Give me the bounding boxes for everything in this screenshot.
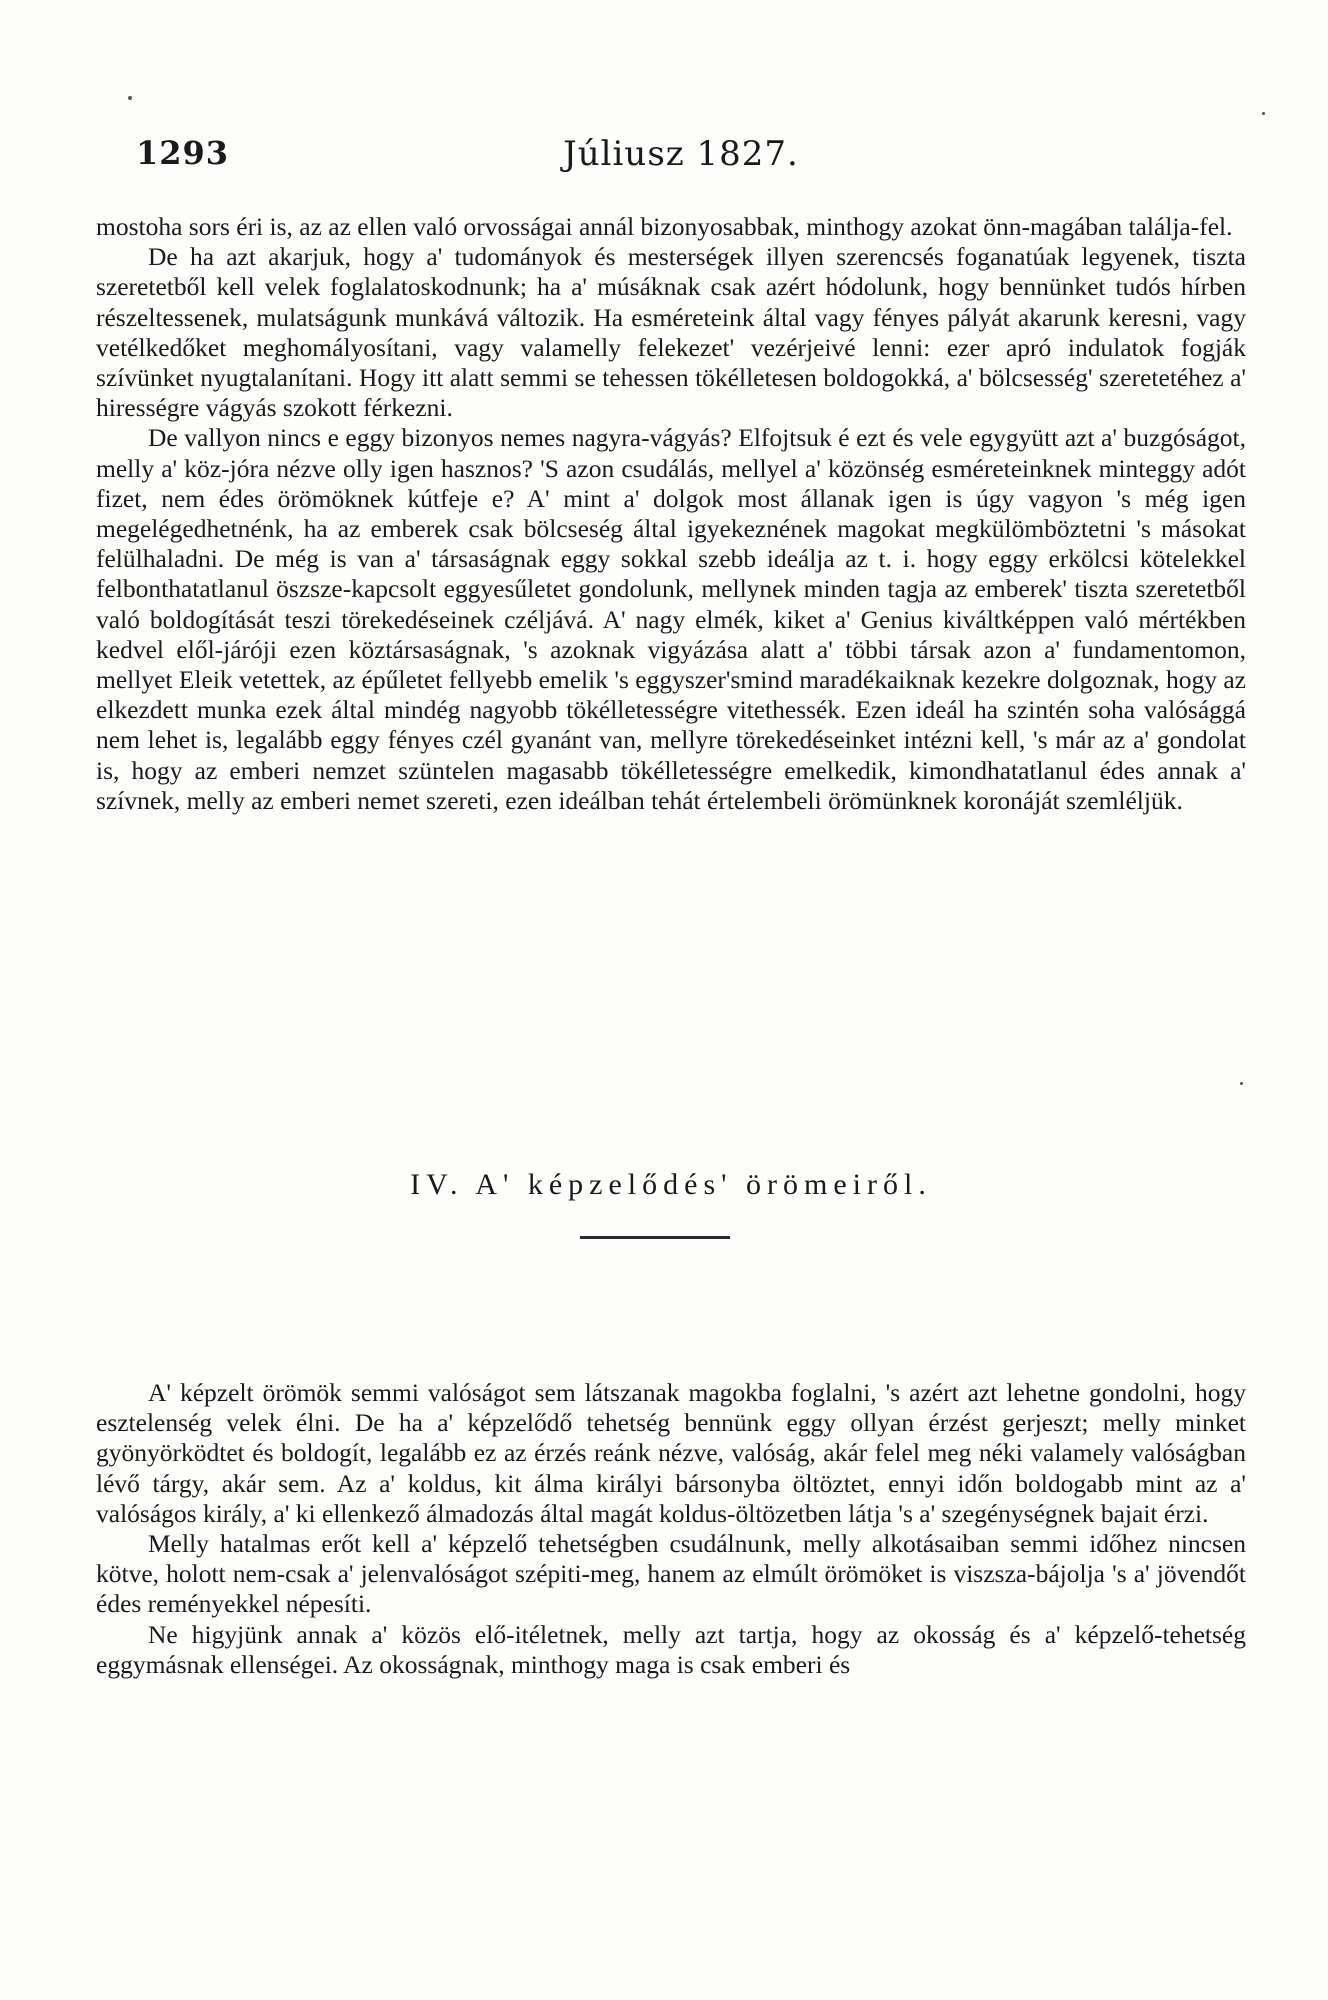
- paragraph: De vallyon nincs e eggy bizonyos nemes nagyra-vágyás? Elfojtsuk é ezt és vele egygyütt azt a' buzgóságot, melly a' köz-jóra nézve olly igen hasznos? 'S azon csudálás, mellyel a' közönség esméreteinknek minteggy adót fizet, nem édes örömöknek kútfeje e? A' mint a' dolgok most állanak igen is úgy vagyon 's még igen megelégedhetnénk, ha az emberek csak bölcseség által igyekeznének magokat megkülömböztetni 's másokat felülhaladni. De még is van a' társaságnak eggy sokkal szebb ideálja az t. i. hogy eggy erkölcsi kötelekkel felbonthatatlanul öszsze-kapcsolt eggyesűletet gondolunk, mellynek minden tagja az emberek' tiszta szeretetből való boldogítását teszi törekedéseinek czéljává. A' nagy elmék, kiket a' Genius kiváltképpen való mértékben kedvel elől-járóji ezen köztársaságnak, 's azoknak vigyázása alatt a' többi társak azon a' fundamentomon, mellyet Eleik vetettek, az épűletet fellyebb emelik 's eggyszer'smind maradékaiknak kezekre dolgoznak, hogy az elkezdett munka ezek által mindég nagyobb tökélletességre vitethessék. Ezen ideál ha szintén soha valósággá nem lehet is, legalább eggy fényes czél gyanánt van, mellyre törekedéseinket intézni kell, 's már az a' gondolat is, hogy az emberi nemzet szüntelen magasabb tökélletességre emelkedik, kimondhatatlanul édes annak a' szívnek, melly az emberi nemet szereti, ezen ideálban tehát értelembeli örömünknek koronáját szemléljük.: [96, 423, 1246, 815]
- text-block-top: [96, 212, 1246, 816]
- running-head: Júliusz 1827.: [563, 134, 799, 174]
- paragraph-continued: mostoha sors éri is, az az ellen való orvosságai annál bizonyosabbak, minthogy azokat önn-magában találja-fel.: [96, 212, 1233, 241]
- paragraph: Melly hatalmas erőt kell a' képzelő tehetségben csudálnunk, melly alkotásaiban semmi időhez nincsen kötve, holott nem-csak a' jelenvalóságot szépiti-meg, hanem az elmúlt örömöket is viszsza-bájolja 's a' jövendőt édes reményekkel népesíti.: [96, 1529, 1246, 1619]
- section-heading: IV. A' képzelődés' örömeiről.: [410, 1168, 932, 1201]
- print-speck: [1262, 112, 1265, 115]
- print-speck: [1240, 1082, 1243, 1085]
- paragraph: Ne higyjünk annak a' közös elő-itéletnek, melly azt tartja, hogy az okosság és a' képzelő-tehetség eggymásnak ellenségei. Az okosságnak, minthogy maga is csak emberi és: [96, 1619, 1246, 1679]
- paragraph: A' képzelt örömök semmi valóságot sem látszanak magokba foglalni, 's azért azt lehetne gondolni, hogy esztelenség velek élni. De ha a' képzelődő tehetség bennünk eggy ollyan érzést gerjeszt; melly minket gyönyörködtet és boldogít, legalább ez az érzés reánk nézve, valóság, akár felel meg néki valamely valóságban lévő tárgy, akár sem. Az a' koldus, kit álma királyi bársonyba öltöztet, ennyi időn boldogabb mint az a' valóságos király, a' ki ellenkező álmadozás által magát koldus-öltözetben látja 's a' szegénységnek bajait érzi.: [96, 1378, 1246, 1528]
- page-header: [136, 134, 1226, 184]
- print-speck: [128, 96, 132, 100]
- text-block-bottom: [96, 1378, 1246, 1680]
- heading-divider: [580, 1236, 730, 1239]
- paragraph: De ha azt akarjuk, hogy a' tudományok és mesterségek illyen szerencsés foganatúak legyenek, tiszta szeretetből kell velek foglalatoskodnunk; ha a' músáknak csak azért hódolunk, hogy bennünket tudós hírben részeltessenek, mulatságunk munkává változik. Ha esméreteink által vagy fényes pályát akarunk keresni, vagy vetélkedőket meghomályosítani, vagy valamelly felekezet' vezérjeivé lenni: ezer apró indulatok fogják szívünket nyugtalanítani. Hogy itt alatt semmi se tehessen tökélletesen boldogokká, a' bölcsesség' szeretetéhez a' hirességre vágyás szokott férkezni.: [96, 242, 1246, 423]
- page-number: 1293: [136, 134, 230, 172]
